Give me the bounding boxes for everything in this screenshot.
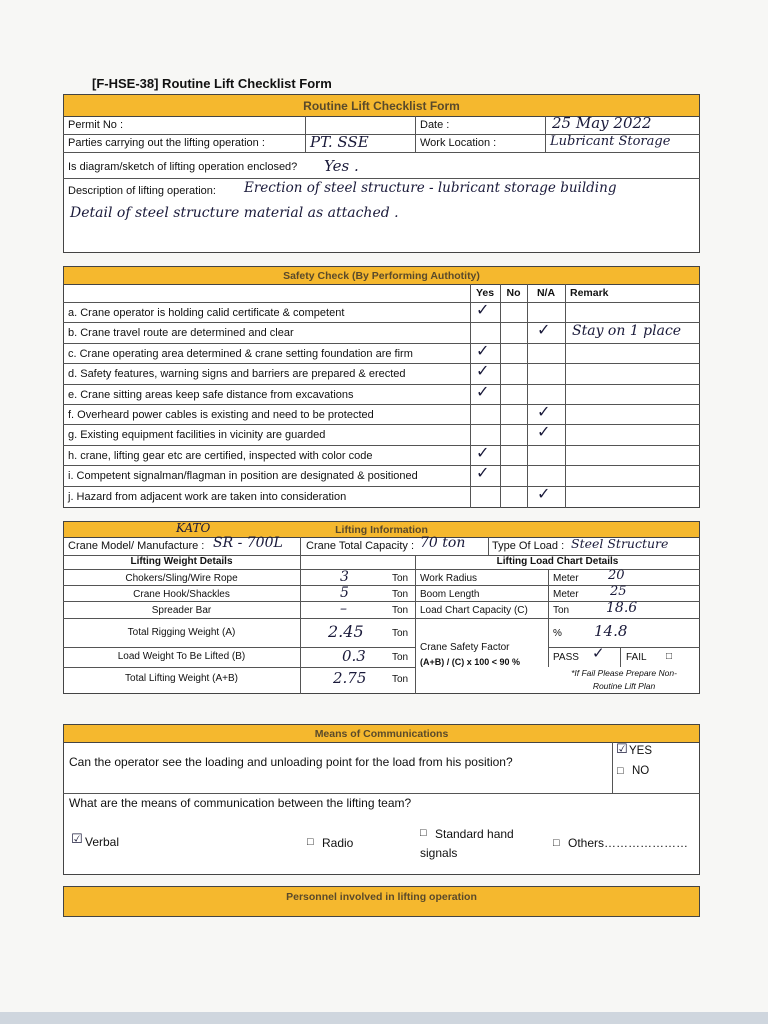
weight-row-unit: Ton — [392, 605, 409, 616]
total-lifting-value[interactable]: 2.75 — [333, 669, 367, 687]
safety-item-f: f. Overheard power cables is existing and need to be protected — [68, 409, 374, 421]
parties-label: Parties carrying out the lifting operation : — [68, 137, 265, 149]
verbal-option-label: Verbal — [85, 835, 120, 849]
load-type-label: Type Of Load : — [492, 540, 565, 552]
work-radius-label: Work Radius — [420, 573, 478, 584]
description-value-line2[interactable]: Detail of steel structure material as attached . — [70, 205, 399, 221]
crane-capacity-label: Crane Total Capacity : — [306, 540, 415, 552]
crane-model-value[interactable]: SR - 700L — [213, 535, 283, 551]
total-lifting-label: Total Lifting Weight (A+B) — [125, 673, 238, 684]
pass-check-mark-icon[interactable]: ✓ — [592, 644, 605, 662]
safety-item-b-check-icon[interactable]: ✓ — [537, 320, 551, 340]
safety-item-j-check-icon[interactable]: ✓ — [537, 483, 551, 503]
safety-check-title: Safety Check (By Performing Authotity) — [64, 267, 699, 285]
safety-item-a: a. Crane operator is holding calid certificate & competent — [68, 307, 345, 319]
percent-value[interactable]: 14.8 — [594, 622, 628, 640]
radio-checkbox-icon[interactable]: □ — [307, 836, 314, 848]
safety-factor-label-2: (A+B) / (C) x 100 < 90 % — [420, 657, 521, 667]
safety-item-g-check-icon[interactable]: ✓ — [537, 422, 551, 442]
yes-checkbox-checked-icon[interactable]: ☑ — [616, 742, 628, 757]
radio-option-label: Radio — [322, 836, 354, 850]
safety-item-d-check-icon[interactable]: ✓ — [476, 361, 490, 381]
work-location-label: Work Location : — [420, 137, 497, 149]
hand-signals-checkbox-icon[interactable]: □ — [420, 827, 427, 839]
lifting-info-title: Lifting Information — [64, 522, 699, 538]
fail-checkbox-icon[interactable]: □ — [666, 651, 673, 662]
load-chart-label: Load Chart Capacity (C) — [420, 605, 528, 616]
fail-note-line2: Routine Lift Plan — [592, 681, 656, 691]
safety-col-yes: Yes — [475, 287, 495, 299]
crane-model-label: Crane Model/ Manufacture : — [68, 540, 205, 552]
chart-details-title: Lifting Load Chart Details — [496, 556, 619, 567]
weight-row-unit: Ton — [392, 589, 409, 600]
safety-item-j: j. Hazard from adjacent work are taken into consideration — [68, 490, 347, 503]
fail-note-line1: *If Fail Please Prepare Non- — [571, 668, 677, 678]
weight-row-unit: Ton — [392, 573, 409, 584]
parties-value[interactable]: PT. SSE — [310, 133, 369, 151]
load-weight-label: Load Weight To Be Lifted (B) — [117, 651, 246, 662]
load-weight-value[interactable]: 0.3 — [342, 647, 366, 665]
boom-length-value[interactable]: 25 — [610, 584, 627, 599]
verbal-checkbox-checked-icon[interactable]: ☑ — [71, 832, 83, 847]
total-lifting-unit: Ton — [392, 674, 409, 685]
load-weight-unit: Ton — [392, 652, 409, 663]
crane-brand-handwritten: KATO — [176, 521, 211, 535]
description-label: Description of lifting operation: — [68, 185, 216, 197]
safety-item-i-check-icon[interactable]: ✓ — [476, 463, 490, 483]
means-question: What are the means of communication between the lifting team? — [69, 796, 412, 810]
safety-item-c-check-icon[interactable]: ✓ — [476, 340, 490, 360]
weight-details-title: Lifting Weight Details — [130, 556, 233, 567]
total-rigging-value[interactable]: 2.45 — [328, 622, 364, 641]
weight-row-label: Chokers/Sling/Wire Rope — [125, 573, 238, 584]
work-location-value[interactable]: Lubricant Storage — [550, 134, 671, 149]
safety-item-g: g. Existing equipment facilities in vicinity are guarded — [68, 429, 326, 442]
safety-item-i: i. Competent signalman/flagman in position are designated & positioned — [68, 470, 418, 483]
safety-item-e: e. Crane sitting areas keep safe distance from excavations — [68, 388, 354, 401]
diagram-value[interactable]: Yes . — [324, 157, 359, 175]
no-option-label: NO — [632, 765, 650, 777]
safety-item-a-check-icon[interactable]: ✓ — [476, 300, 490, 319]
percent-unit: % — [553, 628, 562, 639]
no-checkbox-icon[interactable]: □ — [617, 765, 624, 777]
safety-item-b: b. Crane travel route are determined and clear — [68, 327, 294, 340]
safety-item-h-check-icon[interactable]: ✓ — [476, 442, 490, 462]
date-label: Date : — [420, 119, 450, 131]
load-type-value[interactable]: Steel Structure — [571, 536, 669, 551]
scan-edge-strip — [0, 1012, 768, 1024]
safety-item-b-remark[interactable]: Stay on 1 place — [572, 323, 682, 340]
header-title: Routine Lift Checklist Form — [64, 95, 699, 117]
safety-col-no: No — [506, 287, 521, 299]
safety-factor-label-1: Crane Safety Factor — [420, 642, 510, 653]
boom-length-unit: Meter — [553, 589, 579, 600]
weight-row-label: Crane Hook/Shackles — [133, 589, 230, 600]
diagram-label: Is diagram/sketch of lifting operation enclosed? — [68, 161, 298, 173]
load-chart-value[interactable]: 18.6 — [606, 600, 638, 616]
safety-col-remark: Remark — [570, 287, 609, 299]
form-code-title: [F-HSE-38] Routine Lift Checklist Form — [92, 76, 332, 91]
weight-row-value[interactable]: – — [340, 601, 347, 617]
weight-row-value[interactable]: 5 — [340, 585, 349, 601]
description-value-line1[interactable]: Erection of steel structure - lubricant storage building — [244, 180, 617, 196]
others-option-label: Others………………… — [568, 836, 689, 850]
personnel-section — [63, 886, 700, 917]
personnel-title: Personnel involved in lifting operation — [64, 887, 699, 907]
hand-signals-label-line2: signals — [420, 846, 458, 860]
safety-col-na: N/A — [536, 287, 556, 299]
pass-label: PASS — [553, 652, 579, 663]
yes-option-label: YES — [629, 745, 653, 757]
communications-title: Means of Communications — [64, 725, 699, 743]
crane-capacity-value[interactable]: 70 ton — [420, 535, 466, 551]
hand-signals-label-line1: Standard hand — [435, 827, 514, 841]
work-radius-value[interactable]: 20 — [608, 568, 625, 583]
total-rigging-unit: Ton — [392, 628, 409, 639]
visibility-question: Can the operator see the loading and unloading point for the load from his position? — [69, 755, 513, 769]
weight-row-value[interactable]: 3 — [340, 569, 349, 585]
load-chart-unit: Ton — [553, 605, 570, 616]
permit-no-label: Permit No : — [68, 119, 124, 131]
weight-row-label: Spreader Bar — [151, 605, 212, 616]
fail-label: FAIL — [626, 652, 647, 663]
others-checkbox-icon[interactable]: □ — [553, 837, 560, 849]
work-radius-unit: Meter — [553, 573, 579, 584]
safety-item-e-check-icon[interactable]: ✓ — [476, 381, 490, 401]
safety-item-d: d. Safety features, warning signs and barriers are prepared & erected — [68, 368, 406, 381]
date-value[interactable]: 25 May 2022 — [552, 114, 652, 132]
total-rigging-label: Total Rigging Weight (A) — [127, 627, 236, 638]
safety-item-c: c. Crane operating area determined & crane setting foundation are firm — [68, 347, 413, 360]
safety-item-h: h. crane, lifting gear etc are certified, inspected with color code — [68, 449, 373, 462]
safety-item-f-check-icon[interactable]: ✓ — [537, 402, 551, 421]
boom-length-label: Boom Length — [420, 589, 480, 600]
